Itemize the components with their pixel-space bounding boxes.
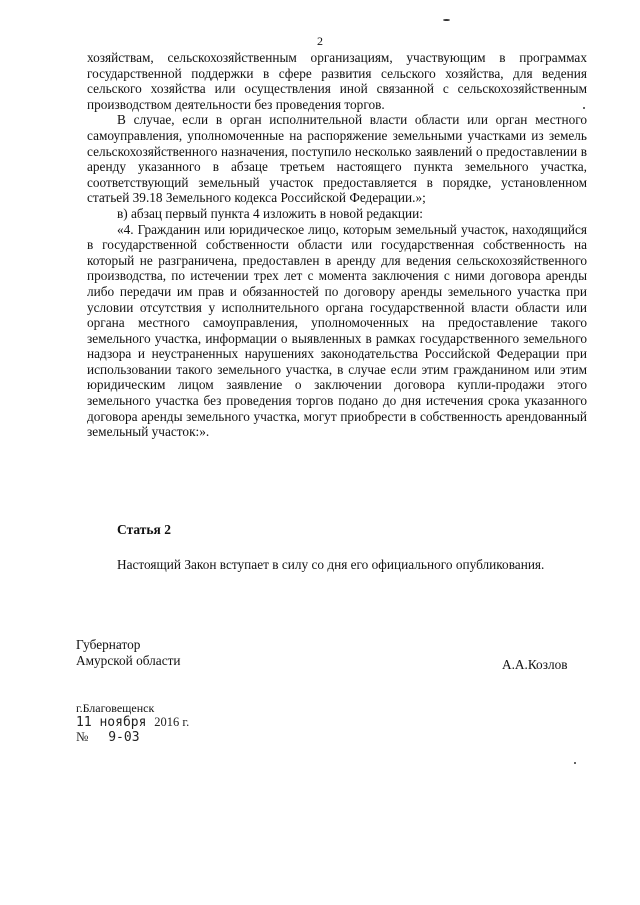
signer-region: Амурской области (76, 652, 181, 668)
signing-year: 2016 г. (154, 715, 190, 729)
place-of-signing: г.Благовещенск (76, 701, 155, 715)
scan-speck (574, 762, 576, 764)
paragraph-item-4: «4. Гражданин или юридическое лицо, которым земельный участок, находящийся в государственной собственности области или государственная собственность на который не разграничена, предоставлен в аренду для ведения сельскохозяйственного производства, по истечении трех лет с момента заключения с ними договора аренды либо передачи им прав и обязанностей по договору аренды земельного участка при условии отсутствия у исполнительного органа государственной власти области или органа местного самоуправления, уполномоченных на предоставление такого земельного участка, информации о выявленных в рамках государственного земельного надзора и неустраненных нарушениях законодательства Российской Федерации при использовании такого земельного участка, в случае если этим гражданином или этим юридическим лицом заявление о заключении договора купли-продажи этого земельного участка без проведения торгов подано до дня истечения срока указанного договора аренды земельного участка, могут приобрести в собственность арендованный земельный участок:». (87, 221, 587, 440)
document-body (87, 50, 587, 440)
registration-number (76, 730, 140, 745)
paragraph-multiple-applications: В случае, если в орган исполнительной власти области или орган местного самоуправления, уполномоченные на распоряжение земельными участками из земель сельскохозяйственного назначения, поступило несколько заявлений о предоставлении в аренду указанного в абзаце третьем настоящего пункта земельного участка, соответствующий земельный участок предоставляется в порядке, установленном статьей 39.18 Земельного кодекса Российской Федерации.»; (87, 112, 587, 206)
number-sign: № (76, 729, 89, 744)
entry-into-force-text: Настоящий Закон вступает в силу со дня его официального опубликования. (117, 557, 545, 572)
signer-name: А.А.Козлов (502, 657, 568, 672)
paragraph-amendment-intro: в) абзац первый пункта 4 изложить в новой редакции: (117, 205, 423, 221)
scan-speck (443, 19, 450, 21)
signing-day-month: 11 ноября (76, 715, 147, 730)
signing-date (76, 715, 189, 730)
article-title: Статья 2 (117, 522, 171, 537)
paragraph-continuation: хозяйствам, сельскохозяйственным организациям, участвующим в программах государственной поддержки в сфере развития сельского хозяйства, для ведения сельского хозяйства или осуществления иной связанной с сельскохозяйственным производством деятельности без проведения торгов. (87, 50, 587, 112)
page-number: 2 (317, 34, 323, 48)
signer-position: Губернатор (76, 637, 141, 652)
registration-number-value: 9-03 (108, 730, 140, 745)
signer-title (76, 637, 181, 668)
scan-speck (583, 107, 585, 109)
